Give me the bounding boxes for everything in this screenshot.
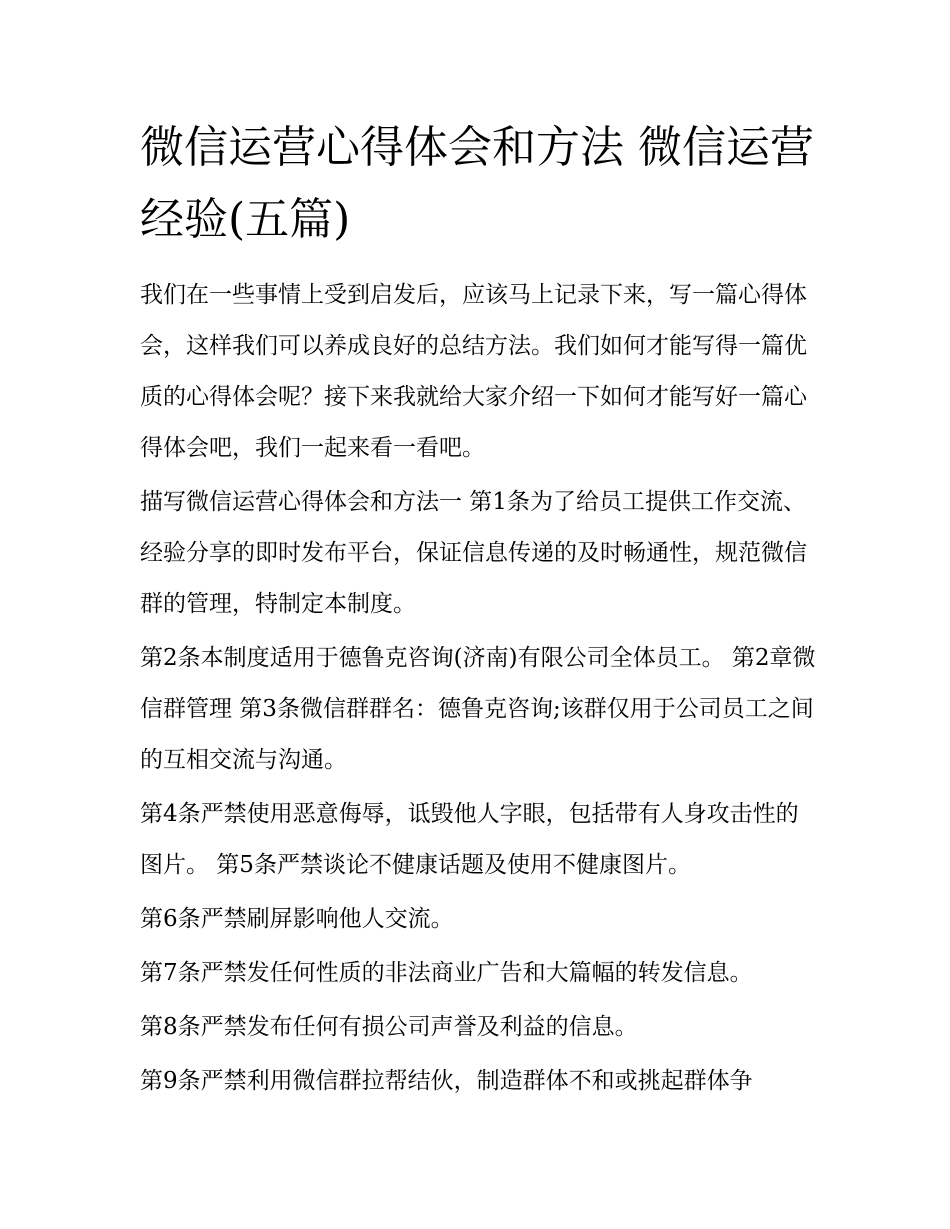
- paragraph-article-6: 第6条严禁刷屏影响他人交流。: [140, 906, 454, 932]
- document-title: 微信运营心得体会和方法 微信运营经验(五篇): [140, 122, 814, 245]
- paragraph-intro: 我们在一些事情上受到启发后，应该马上记录下来，写一篇心得体会，这样我们可以养成良好的总结方法。我们如何才能写得一篇优质的心得体会呢？接下来我就给大家介绍一下如何才能写好一篇心得体会吧，我们一起来看一看吧。: [140, 282, 807, 461]
- paragraph-article-9: 第9条严禁利用微信群拉帮结伙，制造群体不和或挑起群体争: [140, 1068, 753, 1094]
- paragraph-article-1: 描写微信运营心得体会和方法一 第1条为了给员工提供工作交流、经验分享的即时发布平台，保证信息传递的及时畅通性，规范微信群的管理，特制定本制度。: [140, 489, 807, 617]
- paragraph-article-7: 第7条严禁发任何性质的非法商业广告和大篇幅的转发信息。: [140, 960, 753, 986]
- paragraph-article-4-5: 第4条严禁使用恶意侮辱，诋毁他人字眼，包括带有人身攻击性的图片。 第5条严禁谈论不健康话题及使用不健康图片。: [140, 801, 799, 878]
- paragraph-article-8: 第8条严禁发布任何有损公司声誉及利益的信息。: [140, 1014, 638, 1040]
- document-body: [140, 112, 820, 1110]
- paragraph-article-2-3: 第2条本制度适用于德鲁克咨询(济南)有限公司全体员工。 第2章微信群管理 第3条微信群群名：德鲁克咨询;该群仅用于公司员工之间的互相交流与沟通。: [140, 645, 816, 773]
